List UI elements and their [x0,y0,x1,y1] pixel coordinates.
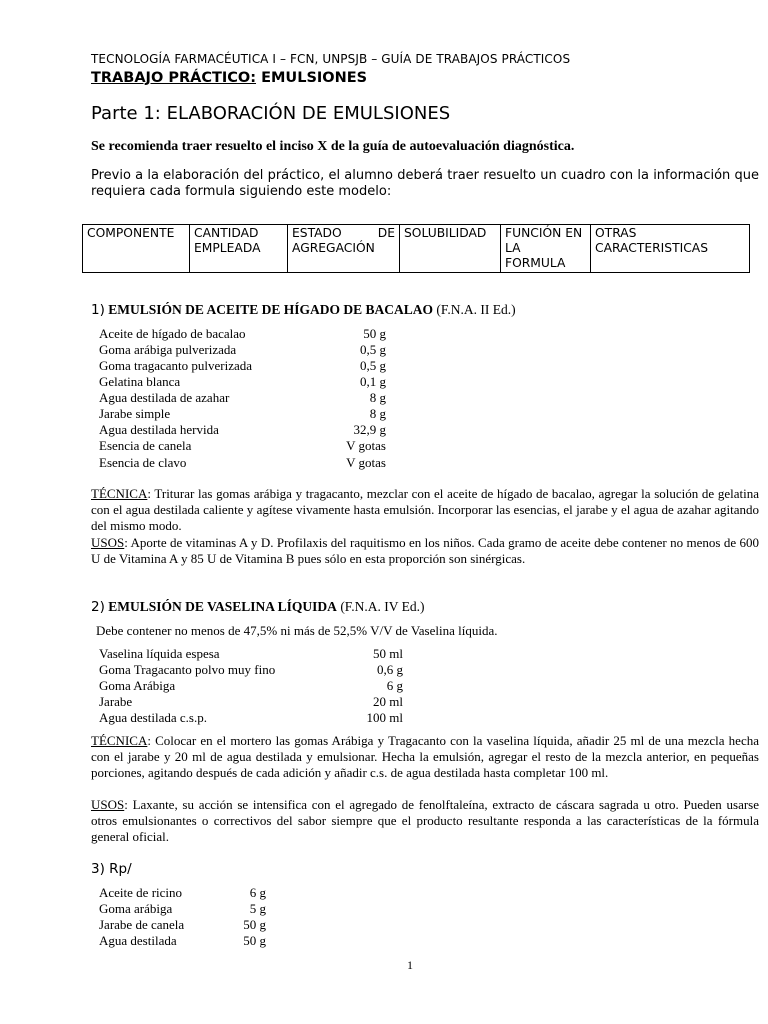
ingredient-qty: 0,6 g [377,662,403,677]
section-1-number: 1) [91,302,105,318]
practical-title [91,70,367,86]
table-cell [83,225,190,273]
practical-topic: EMULSIONES [261,70,368,86]
col-funcion-1: FUNCIÓN EN [505,226,583,240]
ingredient-name: Aceite de ricino [99,885,183,900]
ingredient-qty: 50 g [243,917,266,932]
ingredient-qty: V gotas [346,455,386,470]
table-cell [591,225,750,273]
technique-label: TÉCNICA [91,733,148,748]
technique-label: TÉCNICA [91,486,148,501]
ingredient-name: Aceite de hígado de bacalao [99,326,246,341]
part-title: Parte 1: ELABORACIÓN DE EMULSIONES [91,103,451,124]
ingredient-qty: 50 g [363,326,386,341]
ingredient-qty: 8 g [369,406,386,421]
ingredient-qty: 50 g [243,933,266,948]
ingredient-name: Goma arábiga pulverizada [99,342,237,357]
ingredient-name: Goma Arábiga [99,678,176,693]
ingredient-name: Gelatina blanca [99,374,181,389]
table-cell [400,225,501,273]
section-1-uses [91,535,759,567]
section-2-note: Debe contener no menos de 47,5% ni más de 52,5% V/V de Vaselina líquida. [96,623,498,638]
col-cantidad: CANTIDAD EMPLEADA [194,226,261,255]
ingredient-qty: 5 g [249,901,266,916]
ingredient-name: Goma tragacanto pulverizada [99,358,253,373]
ingredient-name: Jarabe de canela [99,917,185,932]
section-3-title: 3) Rp/ [91,861,132,877]
ingredient-name: Jarabe [99,694,133,709]
ingredient-qty: 0,5 g [360,358,386,373]
table-cell [190,225,288,273]
section-1-title [91,302,516,318]
ingredient-name: Agua destilada c.s.p. [99,710,207,725]
section-1-source: (F.N.A. II Ed.) [436,302,516,317]
section-1-heading: EMULSIÓN DE ACEITE DE HÍGADO DE BACALAO [108,302,434,317]
ingredient-qty: 0,5 g [360,342,386,357]
recommendation: Se recomienda traer resuelto el inciso X de la guía de autoevaluación diagnóstica. [91,139,575,154]
section-2-title [91,599,424,615]
col-otras: OTRAS CARACTERISTICAS [595,226,709,255]
table-row [83,225,750,273]
ingredient-qty: 32,9 g [353,422,386,437]
col-componente: COMPONENTE [87,226,175,240]
ingredient-name: Agua destilada [99,933,177,948]
col-estado-2: DE [377,226,395,240]
ingredient-name: Esencia de clavo [99,455,187,470]
section-2-technique [91,733,759,782]
section-2-heading: EMULSIÓN DE VASELINA LÍQUIDA [108,599,337,614]
ingredient-name: Esencia de canela [99,438,192,453]
table-cell [288,225,400,273]
ingredient-name: Agua destilada de azahar [99,390,230,405]
col-funcion-3: FORMULA [505,256,566,270]
ingredient-qty: 20 ml [373,694,403,709]
technique-text: : Triturar las gomas arábiga y tragacanto, mezclar con el aceite de hígado de bacalao, agregar la solución de gelatina con el agua destilada caliente y agítese vivamente hasta emulsión. Incorporar las esencias, el jarabe y el agua de azahar agitando del mismo modo. [91,486,759,534]
uses-label: USOS [91,535,125,550]
section-2-number: 2) [91,599,105,615]
technique-text: : Colocar en el mortero las gomas Arábiga y Tragacanto con la vaselina líquida, añadir 25 ml de una mezcla hecha con el jarabe y 20 ml de agua destilada y emulsionar. Hecha la emulsión, agregar el resto de la mezcla anterior, en pequeñas porciones, agitando después de cada adición y añadir c.s. de agua destilada hasta completar 100 ml. [91,733,759,781]
ingredient-name: Vaselina líquida espesa [99,646,220,661]
ingredient-qty: 6 g [386,678,403,693]
table-cell [501,225,591,273]
col-estado-1: ESTADO [292,226,342,240]
ingredient-name: Goma arábiga [99,901,173,916]
col-solubilidad: SOLUBILIDAD [404,226,487,240]
uses-text: : Aporte de vitaminas A y D. Profilaxis del raquitismo en los niños. Cada gramo de aceite debe contener no menos de 600 U de Vitamina A y 85 U de Vitamina B pues sólo en esta proporción son sinérgicas. [91,535,759,567]
document-header: TECNOLOGÍA FARMACÉUTICA I – FCN, UNPSJB – GUÍA DE TRABAJOS PRÁCTICOS [91,52,571,66]
ingredient-qty: 8 g [369,390,386,405]
ingredient-name: Jarabe simple [99,406,171,421]
ingredient-qty: 50 ml [373,646,403,661]
ingredient-qty: 100 ml [366,710,403,725]
practical-label: TRABAJO PRÁCTICO: [91,70,257,86]
section-2-uses [91,797,759,846]
ingredient-qty: 0,1 g [360,374,386,389]
intro-paragraph: Previo a la elaboración del práctico, el alumno deberá traer resuelto un cuadro con la información que requiera cada formula siguiendo este modelo: [91,168,759,199]
ingredient-qty: V gotas [346,438,386,453]
section-2-source: (F.N.A. IV Ed.) [340,599,425,614]
section-1-technique [91,486,759,535]
model-table [82,224,750,273]
uses-text: : Laxante, su acción se intensifica con el agregado de fenolftaleína, extracto de cáscara sagrada u otro. Pueden usarse otros emulsionantes o correctivos del sabor siempre que el producto resultante responda a las características de la fórmula general oficial. [91,797,759,845]
ingredient-name: Goma Tragacanto polvo muy fino [99,662,276,677]
ingredient-qty: 6 g [249,885,266,900]
uses-label: USOS [91,797,125,812]
col-estado-3: AGREGACIÓN [292,241,375,255]
col-funcion-2: LA [505,241,521,255]
page-number: 1 [407,958,413,972]
ingredient-name: Agua destilada hervida [99,422,219,437]
